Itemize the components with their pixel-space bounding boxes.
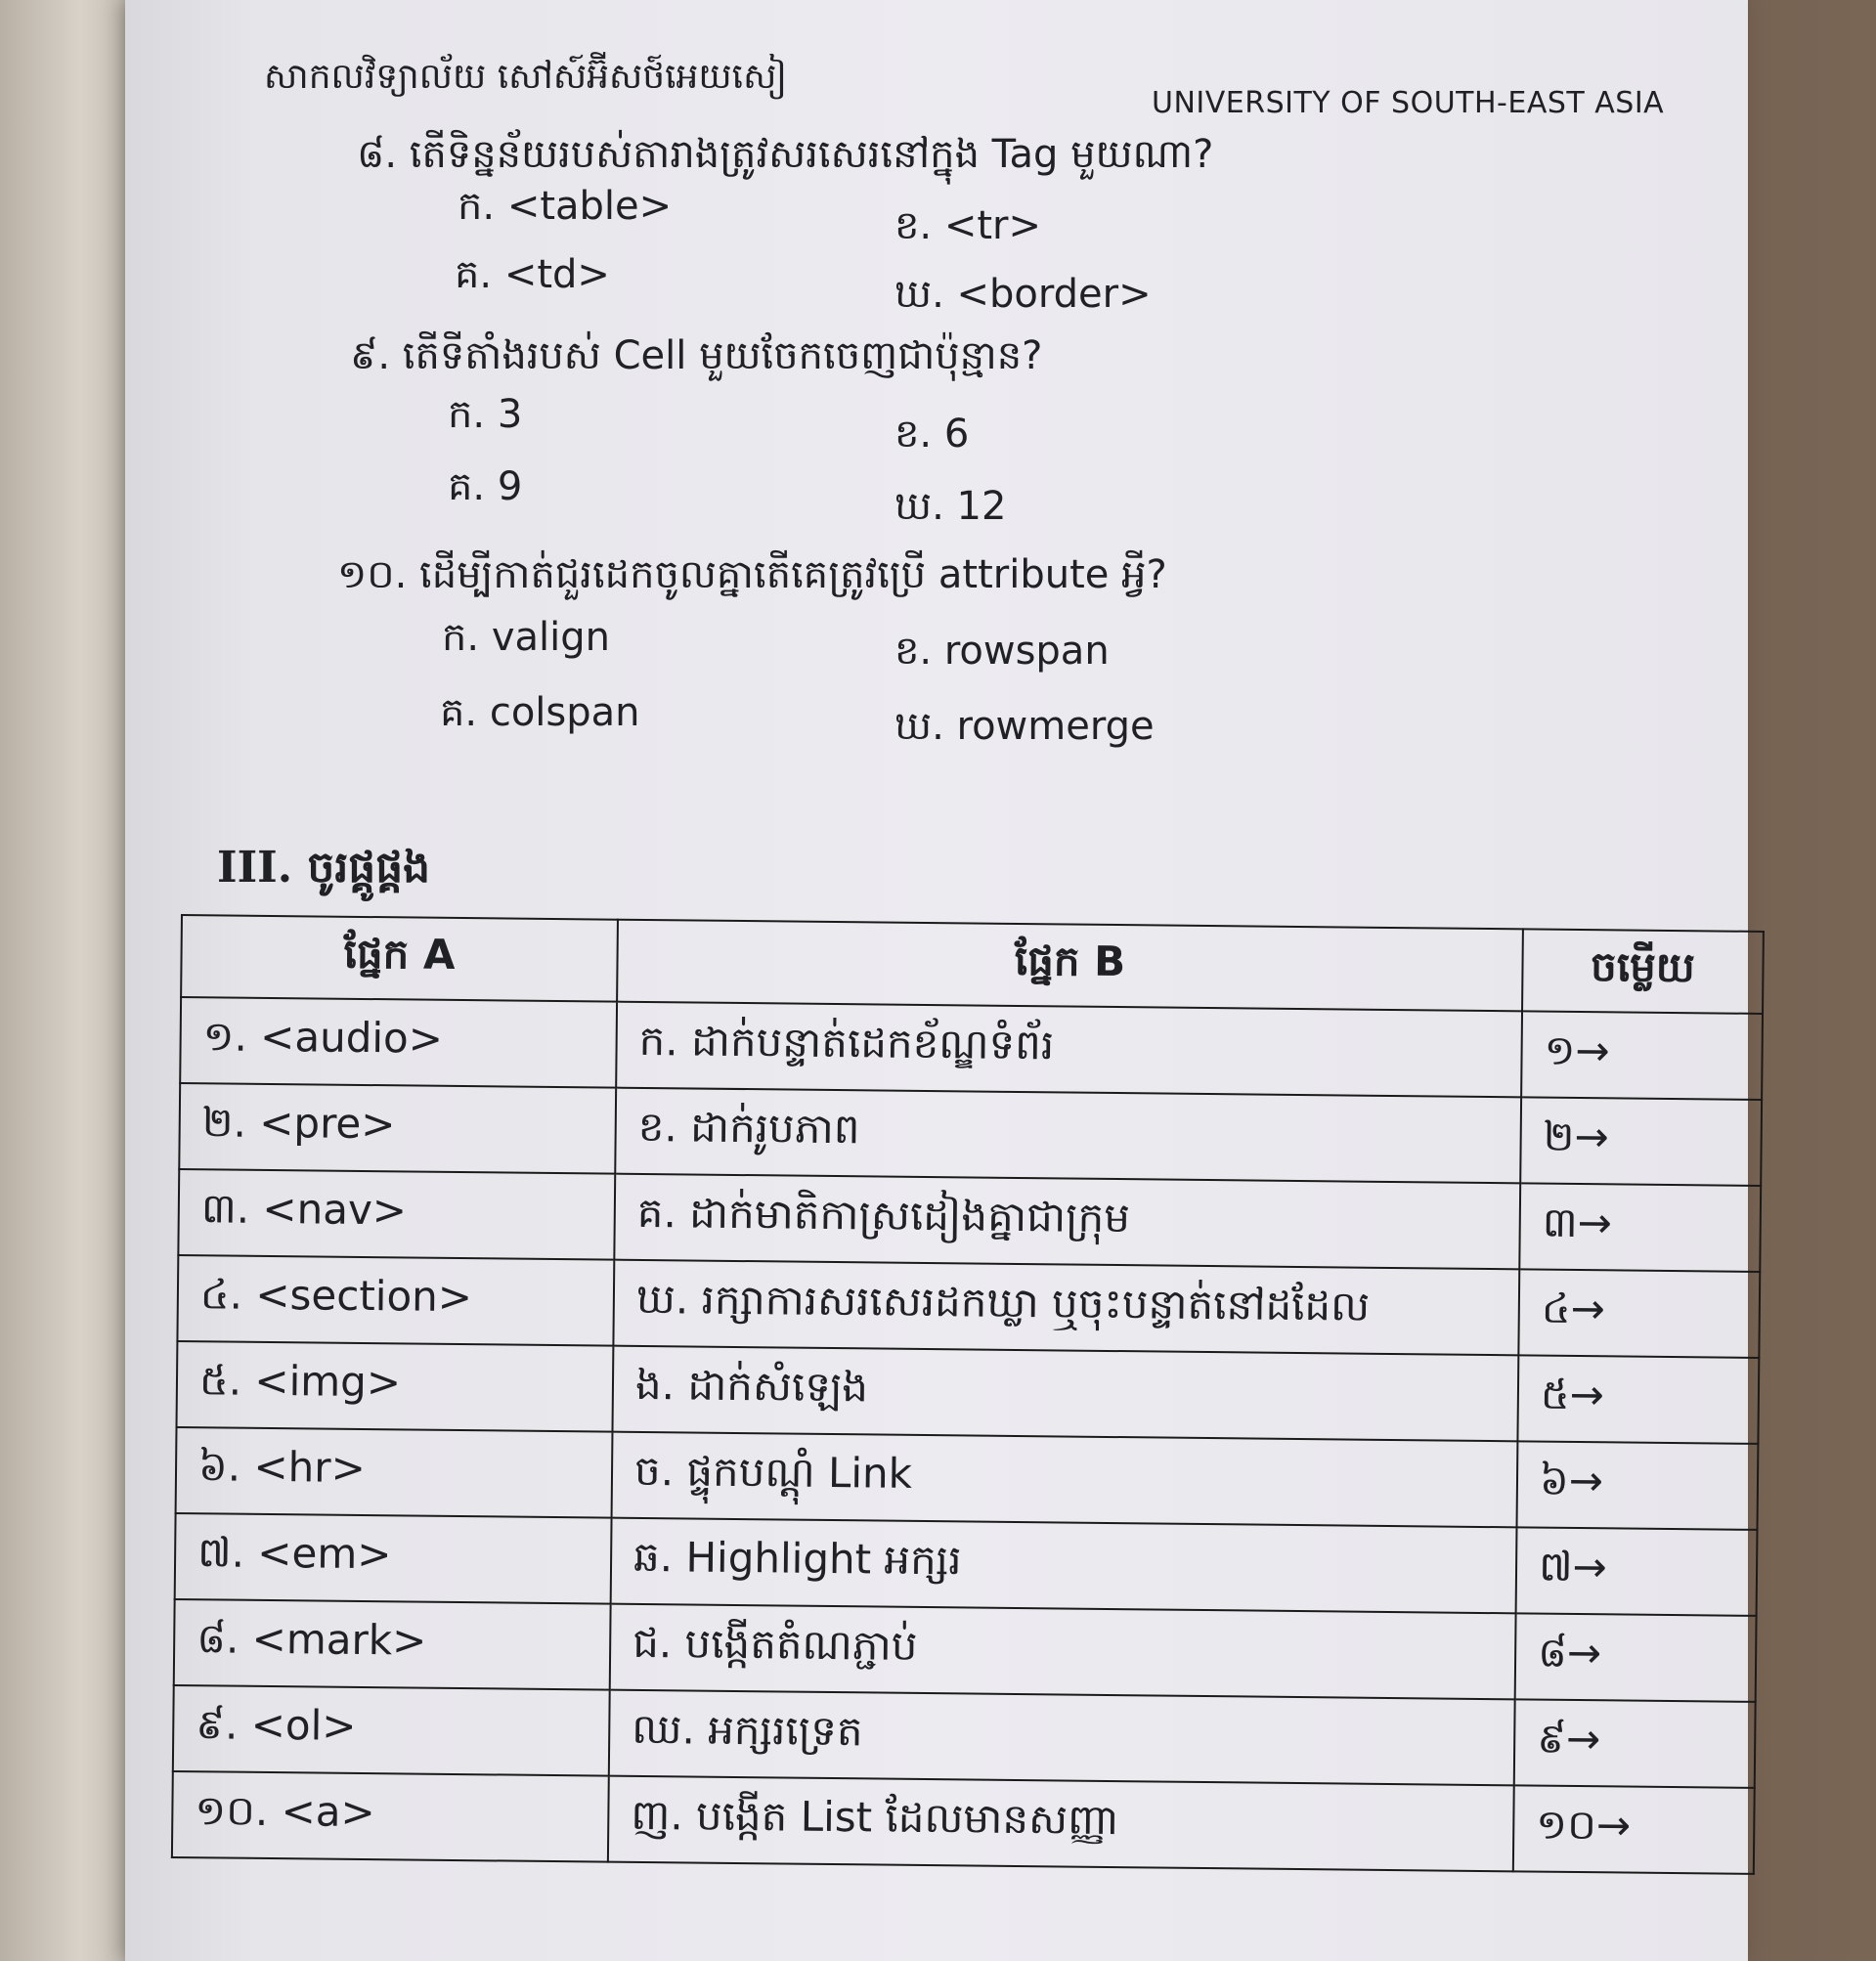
part-a-cell: ៥. <img> [177,1341,614,1432]
university-name-khmer: សាកលវិទ្យាល័យ សៅស៍អ៊ីសថ៍អេយសៀ [264,57,788,97]
table-row [174,1599,1757,1702]
table-row [176,1427,1759,1530]
part-b-cell: ច. ផ្ទុកបណ្តុំ Link [612,1432,1518,1528]
q8-option-c: គ. <td> [455,252,610,297]
answer-cell: ៧→ [1516,1527,1758,1616]
answer-cell: ៩→ [1514,1699,1756,1788]
header-part-b: ផ្នែក B [617,920,1523,1012]
q10-option-b: ខ. rowspan [894,629,1110,674]
q9-option-a: ក. 3 [448,392,523,437]
answer-cell: ៨→ [1515,1613,1757,1702]
part-a-cell: ៩. <ol> [173,1685,610,1776]
part-b-cell: គ. ដាក់មាតិកាស្រដៀងគ្នាជាក្រុម [614,1174,1520,1270]
part-a-cell: ១០. <a> [172,1771,609,1862]
table-row [178,1169,1761,1272]
part-a-cell: ៨. <mark> [174,1599,611,1690]
header-answer: ចម្លើយ [1522,929,1764,1014]
part-a-cell: ៣. <nav> [178,1169,615,1260]
university-name-english: UNIVERSITY OF SOUTH-EAST ASIA [1152,86,1665,120]
q10-option-d: ឃ. rowmerge [894,704,1155,749]
part-b-cell: ក. ដាក់បន្ទាត់ដេកខ័ណ្ឌទំព័រ [616,1002,1522,1098]
q8-option-d: ឃ. <border> [894,272,1152,317]
q9-option-b: ខ. 6 [894,412,970,457]
question-8: ៨. តើទិន្នន័យរបស់តារាងត្រូវសរសេរនៅក្នុង Tag មួយណា? [357,132,1214,177]
part-a-cell: ៦. <hr> [176,1427,613,1518]
table-row [180,997,1763,1100]
section-title: III. ចូរផ្គូផ្គង [217,843,431,893]
q10-option-c: គ. colspan [440,690,640,735]
part-b-cell: ឈ. អក្សរទ្រេត [609,1690,1515,1786]
table-row [177,1255,1760,1358]
question-9: ៩. តើទីតាំងរបស់ Cell មួយចែកចេញជាប៉ុន្មាន? [350,333,1043,378]
part-b-cell: ញ. បង្កើត List ដែលមានសញ្ញា [608,1776,1514,1872]
q9-option-c: គ. 9 [448,464,523,509]
answer-cell: ២→ [1520,1097,1762,1186]
part-b-cell: ជ. បង្កើតតំណភ្ជាប់ [610,1604,1516,1700]
part-a-cell: ២. <pre> [179,1083,616,1174]
part-a-cell: ៤. <section> [177,1255,614,1346]
table-row [179,1083,1762,1186]
table-row [175,1513,1758,1616]
answer-cell: ១→ [1521,1011,1763,1100]
answer-cell: ៦→ [1517,1441,1759,1530]
q8-option-a: ក. <table> [458,184,673,229]
part-b-cell: ង. ដាក់សំឡេង [612,1346,1518,1442]
table-row [177,1341,1760,1444]
q8-option-b: ខ. <tr> [894,203,1041,248]
question-10: ១០. ដើម្បីកាត់ជួរដេកចូលគ្នាតើគេត្រូវប្រើ attribute អ្វី? [337,552,1167,597]
answer-cell: ៤→ [1518,1269,1760,1358]
answer-cell: ៣→ [1519,1183,1761,1272]
part-b-cell: ឆ. Highlight អក្សរ [611,1518,1517,1614]
table-row [172,1771,1755,1874]
matching-table [171,914,1765,1875]
answer-cell: ១០→ [1513,1785,1755,1874]
table-row [173,1685,1756,1788]
q10-option-a: ក. valign [442,615,610,660]
part-a-cell: ១. <audio> [180,997,617,1088]
answer-cell: ៥→ [1517,1355,1759,1444]
header-part-a: ផ្នែក A [181,915,618,1002]
q9-option-d: ឃ. 12 [894,484,1007,529]
part-b-cell: ឃ. រក្សាការសរសេរដកឃ្លា ឬចុះបន្ទាត់នៅដដែល [613,1260,1519,1356]
part-a-cell: ៧. <em> [175,1513,612,1604]
part-b-cell: ខ. ដាក់រូបភាព [615,1088,1521,1184]
